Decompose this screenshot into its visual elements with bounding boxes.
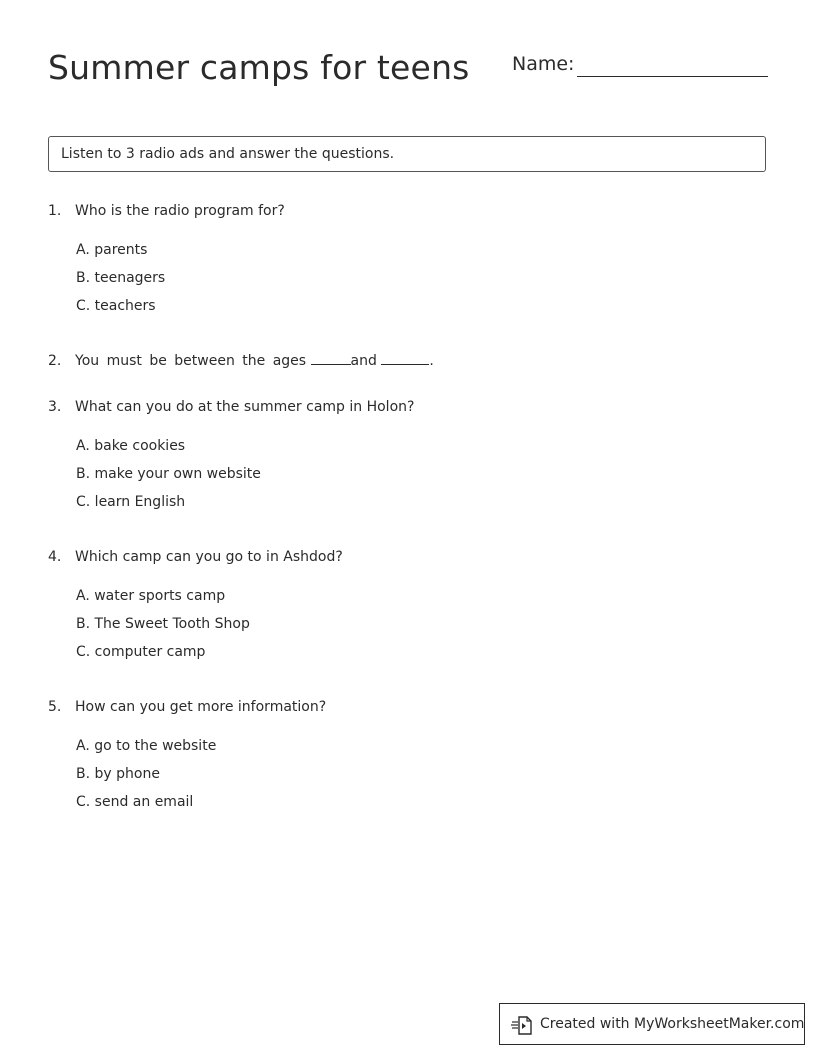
option-5c: C. send an email [76,794,194,810]
option-1c: C. teachers [76,298,156,314]
option-3b: B. make your own website [76,466,261,482]
name-blank-line [577,76,768,77]
question-number: 3. [48,399,62,415]
option-3a: A. bake cookies [76,438,186,454]
option-4b: B. The Sweet Tooth Shop [76,616,250,632]
name-label: Name: [512,53,575,75]
option-4a: A. water sports camp [76,588,226,604]
question-number: 1. [48,203,62,219]
option-1a: A. parents [76,242,148,258]
question-number: 5. [48,699,62,715]
footer-credit-text[interactable]: Created with MyWorksheetMaker.com [540,1016,805,1032]
option-4c: C. computer camp [76,644,206,660]
question-text-before: You must be between the ages [75,353,307,369]
footer-credit-badge[interactable] [499,1003,805,1045]
answer-blank-1 [311,351,351,365]
question-text: What can you do at the summer camp in Holon? [75,399,415,415]
question-number: 4. [48,549,62,565]
option-3c: C. learn English [76,494,186,510]
worksheet-title: Summer camps for teens [48,48,470,87]
option-5a: A. go to the website [76,738,217,754]
question-text [75,351,434,371]
question-text-middle: and [350,353,377,369]
question-text: Which camp can you go to in Ashdod? [75,549,343,565]
option-1b: B. teenagers [76,270,166,286]
name-field [512,50,768,80]
instructions-box: Listen to 3 radio ads and answer the questions. [48,136,766,172]
question-text: How can you get more information? [75,699,327,715]
question-text-end: . [429,353,434,369]
answer-blank-2 [381,351,429,365]
question-text: Who is the radio program for? [75,203,285,219]
question-number: 2. [48,353,62,369]
worksheet-logo-icon [511,1014,533,1036]
option-5b: B. by phone [76,766,160,782]
